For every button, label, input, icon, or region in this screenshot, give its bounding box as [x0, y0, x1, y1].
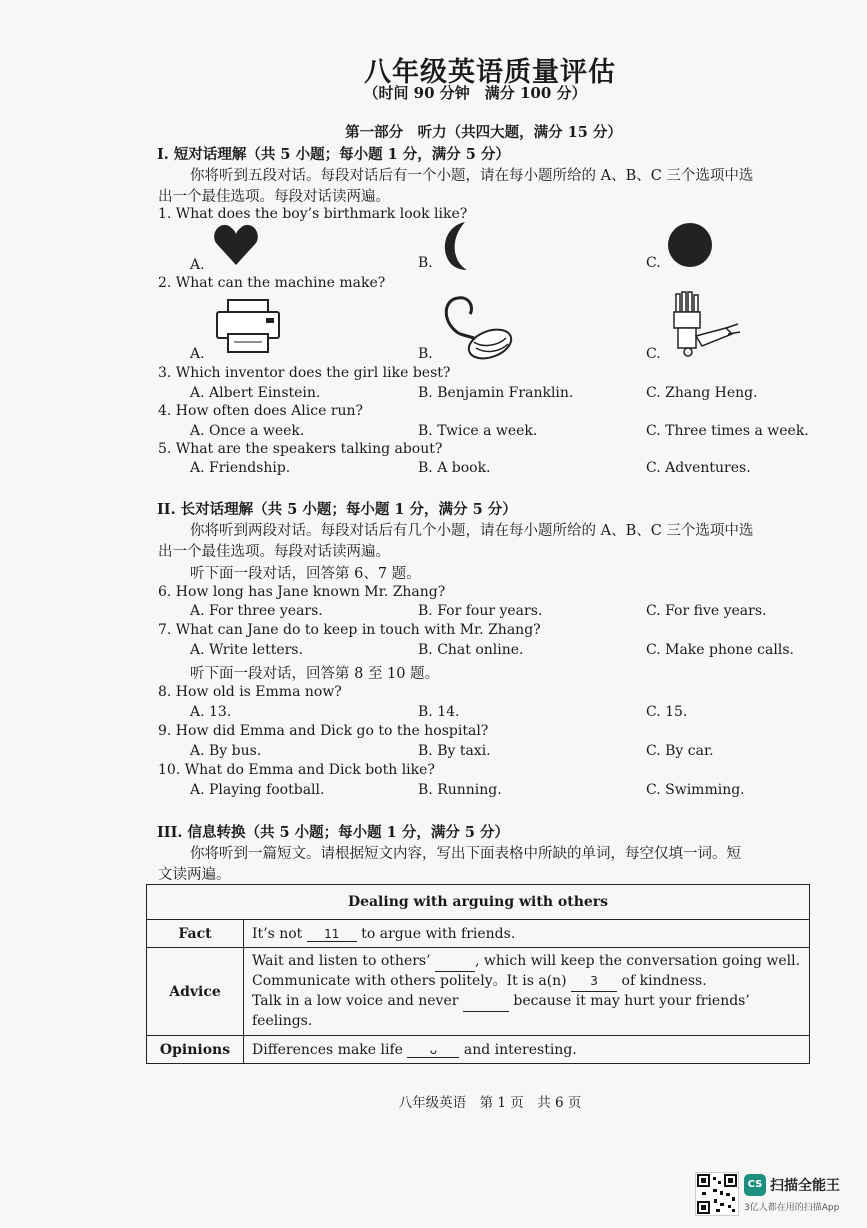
cell-text: It’s not	[252, 925, 303, 942]
option-a: A. For three years.	[190, 603, 323, 619]
opinions-cell	[244, 1036, 810, 1064]
option-c: C. By car.	[646, 743, 714, 759]
instructions: 出一个最佳选项。每段对话读两遍。	[158, 544, 390, 560]
question-2: 2. What can the machine make?	[158, 275, 386, 291]
question-6: 6. How long has Jane known Mr. Zhang?	[158, 584, 446, 600]
option-b: B. For four years.	[418, 603, 543, 619]
option-b: B. A book.	[418, 460, 491, 476]
option-c: C. Three times a week.	[646, 423, 809, 439]
question-10: 10. What do Emma and Dick both like?	[158, 762, 435, 778]
exam-info: （时间 90 分钟 满分 100 分）	[363, 84, 587, 102]
section-title: III. 信息转换（共 5 小题；每小题 1 分，满分 5 分）	[157, 824, 509, 841]
row-label-opinions: Opinions	[147, 1036, 244, 1064]
answer-blank-11[interactable]: 11	[307, 927, 357, 942]
option-b: B. Benjamin Franklin.	[418, 385, 574, 401]
question-8: 8. How old is Emma now?	[158, 684, 342, 700]
option-label: B.	[418, 255, 433, 271]
scanner-brand: 扫描全能王	[770, 1178, 840, 1194]
cell-text: Wait and listen to others’	[252, 953, 431, 969]
answer-blank-13[interactable]: 3	[571, 972, 617, 992]
option-a: A. Once a week.	[190, 423, 305, 439]
section-title: II. 长对话理解（共 5 小题；每小题 1 分，满分 5 分）	[157, 501, 517, 518]
option-b: B. Running.	[418, 782, 502, 798]
option-a: A. 13.	[190, 704, 232, 720]
cell-text: because it may hurt your friends’ feelings.	[252, 993, 750, 1029]
row-label-fact: Fact	[147, 920, 244, 948]
printer-icon	[214, 298, 284, 356]
option-label: C.	[646, 255, 661, 271]
cell-text: of kindness.	[621, 973, 707, 989]
option-label: A.	[190, 257, 205, 273]
hook-hand-icon	[440, 294, 520, 360]
answer-blank-12[interactable]	[435, 952, 475, 972]
option-label: B.	[418, 346, 433, 362]
instructions: 你将听到两段对话。每段对话后有几个小题，请在每小题所给的 A、B、C 三个选项中选	[190, 523, 754, 539]
advice-cell	[244, 948, 810, 1036]
page-footer: 八年级英语 第 1 页 共 6 页	[398, 1095, 582, 1111]
heart-icon	[212, 221, 260, 269]
crescent-moon-icon	[437, 220, 471, 272]
instructions: 你将听到五段对话。每段对话后有一个小题，请在每小题所给的 A、B、C 三个选项中选	[190, 168, 754, 184]
robotic-hand-icon	[666, 290, 742, 358]
qr-code-icon	[695, 1172, 739, 1216]
scanner-tagline: 3亿人都在用的扫描App	[744, 1203, 840, 1213]
option-a: A. Playing football.	[190, 782, 325, 798]
option-label: C.	[646, 346, 661, 362]
question-4: 4. How often does Alice run?	[158, 403, 364, 419]
option-c: C. Adventures.	[646, 460, 751, 476]
listening-prompt: 听下面一段对话，回答第 8 至 10 题。	[190, 666, 440, 682]
part-heading: 第一部分 听力（共四大题，满分 15 分）	[345, 124, 622, 141]
instructions: 你将听到一篇短文。请根据短文内容，写出下面表格中所缺的单词，每空仅填一词。短	[190, 846, 741, 862]
instructions: 文读两遍。	[158, 867, 231, 883]
instructions: 出一个最佳选项。每段对话读两遍。	[158, 189, 390, 205]
question-3: 3. Which inventor does the girl like best?	[158, 365, 451, 381]
option-c: C. For five years.	[646, 603, 767, 619]
option-c: C. Swimming.	[646, 782, 745, 798]
option-label: A.	[190, 346, 205, 362]
question-9: 9. How did Emma and Dick go to the hospital?	[158, 723, 489, 739]
answer-blank-14[interactable]	[463, 992, 509, 1012]
section-title: I. 短对话理解（共 5 小题；每小题 1 分，满分 5 分）	[157, 146, 510, 163]
info-table	[146, 884, 810, 1064]
option-b: B. By taxi.	[418, 743, 491, 759]
question-5: 5. What are the speakers talking about?	[158, 441, 443, 457]
answer-blank-15[interactable]: ᴗ	[407, 1043, 459, 1058]
option-b: B. Chat online.	[418, 642, 524, 658]
option-c: C. Make phone calls.	[646, 642, 794, 658]
listening-prompt: 听下面一段对话，回答第 6、7 题。	[190, 566, 421, 582]
camscanner-logo-icon: CS	[744, 1174, 766, 1196]
cell-text: Communicate with others politely。It is a(n)	[252, 973, 567, 989]
option-b: B. Twice a week.	[418, 423, 538, 439]
full-moon-icon	[666, 221, 714, 269]
option-a: A. Write letters.	[190, 642, 303, 658]
option-c: C. 15.	[646, 704, 688, 720]
option-c: C. Zhang Heng.	[646, 385, 758, 401]
table-heading: Dealing with arguing with others	[147, 885, 810, 920]
cell-text: and interesting.	[463, 1041, 577, 1058]
fact-cell	[244, 920, 810, 948]
cell-text: Talk in a low voice and never	[252, 993, 459, 1009]
row-label-advice: Advice	[147, 948, 244, 1036]
option-a: A. Albert Einstein.	[190, 385, 321, 401]
page-title: 八年级英语质量评估	[364, 57, 616, 88]
option-a: A. Friendship.	[190, 460, 291, 476]
question-1: 1. What does the boy’s birthmark look like?	[158, 206, 468, 222]
option-a: A. By bus.	[190, 743, 262, 759]
cell-text: , which will keep the conversation going well.	[475, 953, 801, 969]
option-b: B. 14.	[418, 704, 460, 720]
cell-text: Differences make life	[252, 1041, 403, 1058]
cell-text: to argue with friends.	[361, 925, 516, 942]
question-7: 7. What can Jane do to keep in touch with Mr. Zhang?	[158, 622, 541, 638]
